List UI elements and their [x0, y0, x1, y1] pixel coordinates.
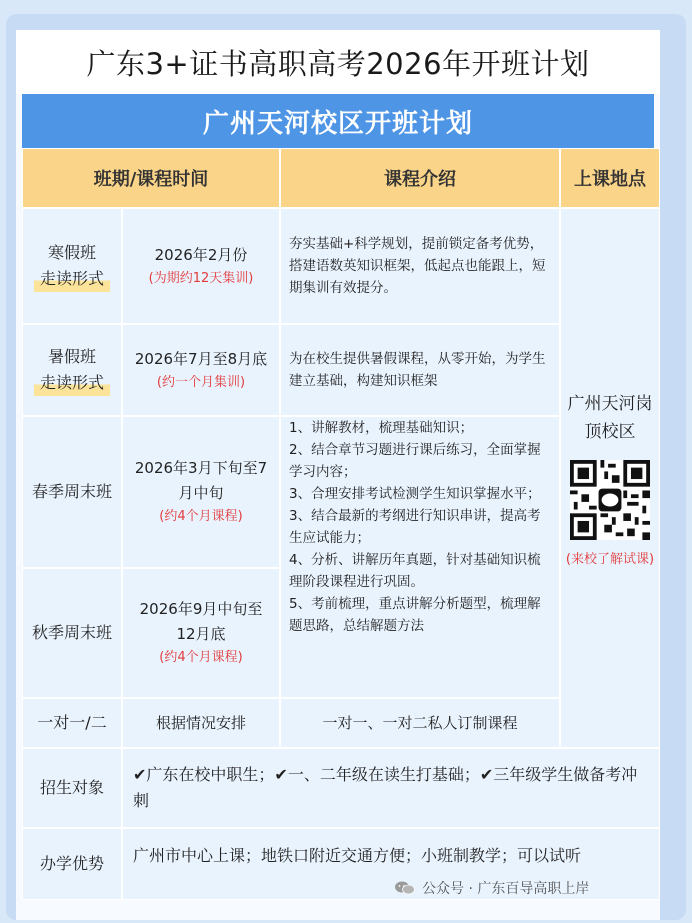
weekend-intro [280, 416, 560, 698]
row-spring-date-cell [122, 416, 280, 568]
class-name: 暑假班 [47, 347, 96, 366]
row-private-date: 根据情况安排 [122, 698, 280, 748]
intro-item: 1、讲解教材，梳理基础知识； [289, 420, 474, 436]
class-date-line: 月中旬 [178, 484, 224, 502]
header-period: 班期/课程时间 [22, 148, 280, 208]
header-intro: 课程介绍 [280, 148, 560, 208]
row-spring-name: 春季周末班 [22, 416, 122, 568]
row-autumn-name: 秋季周末班 [22, 568, 122, 698]
class-date-line: 2026年9月中旬至 [139, 600, 263, 618]
intro-item: 3、结合最新的考纲进行知识串讲，提高考生应试能力； [289, 508, 541, 546]
class-note: (约4个月课程) [159, 509, 243, 524]
enroll-text: ✔广东在校中职生；✔一、二年级在读生打基础；✔三年级学生做备考冲刺 [122, 748, 660, 828]
class-name: 寒假班 [47, 243, 96, 262]
qr-code-icon[interactable] [570, 460, 650, 540]
intro-item: 2、结合章节习题进行课后练习，全面掌握学习内容； [289, 442, 541, 480]
footer-watermark [394, 878, 589, 898]
class-date: 2026年2月份 [154, 245, 248, 264]
class-note: (约4个月课程) [159, 650, 243, 665]
class-date-line: 2026年3月下旬至7 [134, 459, 268, 477]
row-winter-date-cell [122, 208, 280, 324]
header-location: 上课地点 [560, 148, 660, 208]
intro-item: 4、分析、讲解历年真题，针对基础知识梳理阶段课程进行巩固。 [289, 552, 541, 590]
class-form: 走读形式 [34, 266, 110, 292]
main-title: 广东3+证书高职高考2026年开班计划 [16, 30, 660, 94]
campus-title: 广州天河校区开班计划 [22, 94, 654, 148]
advantage-label: 办学优势 [22, 828, 122, 900]
row-autumn-date-cell [122, 568, 280, 698]
row-private-intro: 一对一、一对二私人订制课程 [280, 698, 560, 748]
class-date: 2026年7月至8月底 [134, 349, 268, 368]
enroll-label: 招生对象 [22, 748, 122, 828]
class-note: (为期约12天集训) [148, 270, 254, 286]
row-summer-date-cell [122, 324, 280, 416]
location-note: (来校了解试课) [565, 551, 655, 567]
row-summer-name-cell [22, 324, 122, 416]
intro-item: 5、考前梳理，重点讲解分析题型，梳理解题思路，总结解题方法 [289, 596, 541, 634]
row-winter-intro: 夯实基础+科学规划，提前锁定备考优势，搭建语数英知识框架，低起点也能跟上，短期集训有效提分。 [280, 208, 560, 324]
location-name: 广州天河岗顶校区 [567, 393, 653, 442]
intro-item: 3、合理安排考试检测学生知识掌握水平； [289, 486, 541, 502]
row-summer-intro: 为在校生提供暑假课程，从零开始，为学生建立基础，构建知识框架 [280, 324, 560, 416]
footer-text: 公众号 · 广东百导高职上岸 [422, 881, 590, 897]
wechat-icon [394, 880, 416, 896]
advantage-text: 广州市中心上课；地铁口附近交通方便；小班制教学；可以试听 [122, 828, 660, 900]
row-winter-name-cell [22, 208, 122, 324]
class-date-line: 12月底 [176, 625, 226, 643]
class-form: 走读形式 [34, 370, 110, 396]
class-note: (约一个月集训) [156, 374, 246, 390]
row-private-name: 一对一/二 [22, 698, 122, 748]
location-cell [560, 208, 660, 748]
plan-sheet [16, 30, 660, 920]
